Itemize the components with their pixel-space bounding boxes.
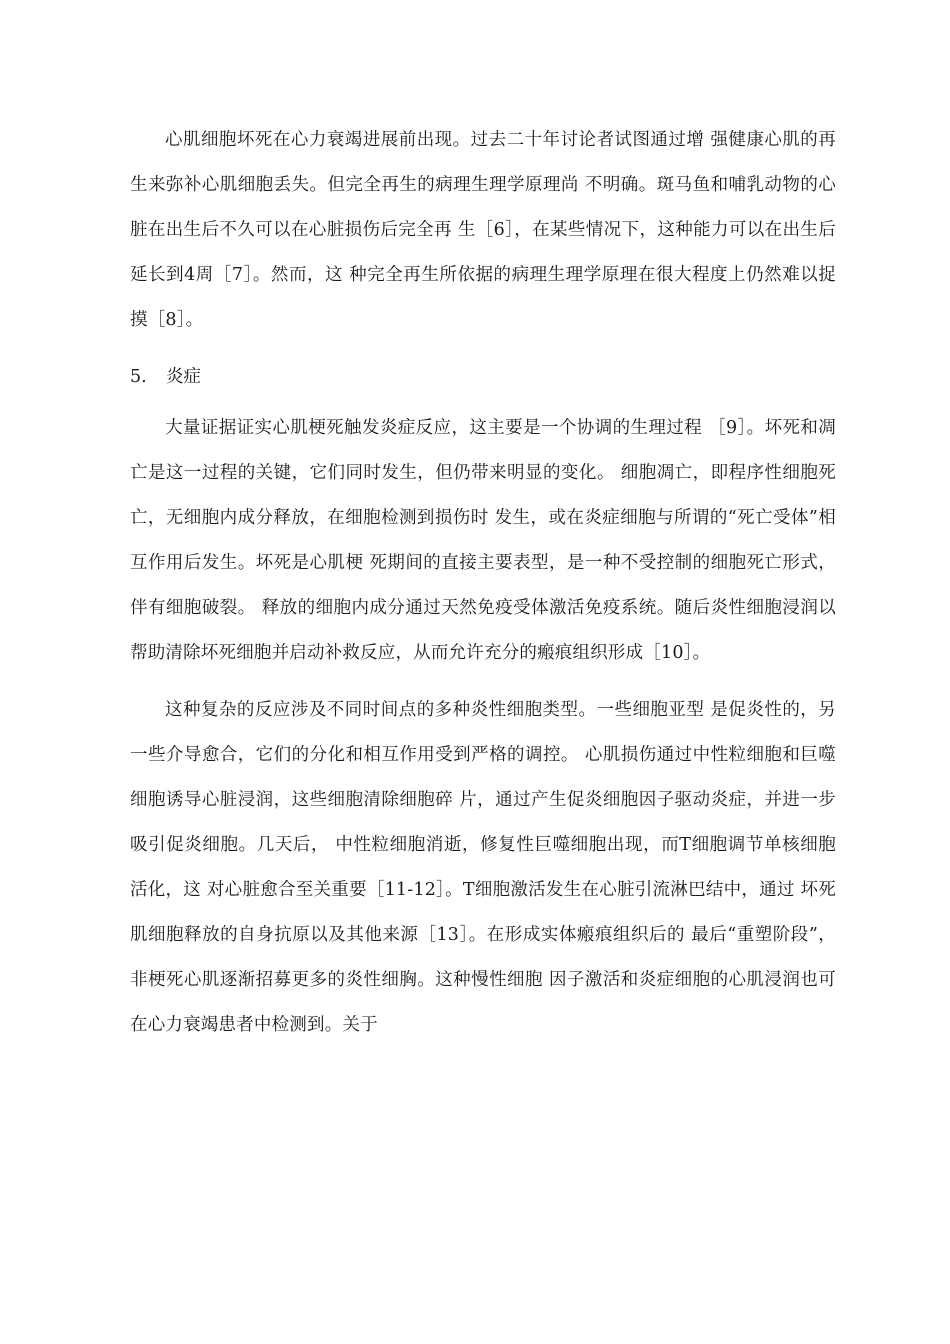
paragraph-inflammatory-cells: 这种复杂的反应涉及不同时间点的多种炎性细胞类型。一些细胞亚型 是促炎性的，另一些介导愈合，它们的分化和相互作用受到严格的调控。 心肌损伤通过中性粒细胞和巨噬细胞诱导心脏浸润，这些细胞清除细胞碎 片，通过产生促炎细胞因子驱动炎症，并进一步吸引促炎细胞。几天后， 中性粒细胞消逝，修复性巨噬细胞出现，而T细胞调节单核细胞活化，这 对心脏愈合至关重要［11-12］。T细胞激活发生在心脏引流淋巴结中，通过 坏死肌细胞释放的自身抗原以及其他来源［13］。在形成实体瘢痕组织后的 最后“重塑阶段”，非梗死心肌逐渐招募更多的炎性细胸。这种慢性细胞 因子激活和炎症细胞的心肌浸润也可在心力衰竭患者中检测到。关于 (130, 700, 836, 1035)
section-heading (130, 355, 836, 400)
paragraph-inflammation-response: 大量证据证实心肌梗死触发炎症反应，这主要是一个协调的生理过程 ［9］。坏死和凋亡是这一过程的关键，它们同时发生，但仍带来明显的变化。 细胞凋亡，即程序性细胞死亡，无细胞内成分释放，在细胞检测到损伤时 发生，或在炎症细胞与所谓的“死亡受体”相互作用后发生。坏死是心肌梗 死期间的直接主要表型，是一种不受控制的细胞死亡形式，伴有细胞破裂。 释放的细胞内成分通过天然免疫受体激活免疫系统。随后炎性细胞浸润以 帮助清除坏死细胞并启动补救反应，从而允许充分的瘢痕组织形成［10］。 (130, 418, 836, 663)
section-number: 5. (130, 367, 147, 387)
document-page (130, 118, 836, 1048)
paragraph-regeneration: 心肌细胞坏死在心力衰竭进展前出现。过去二十年讨论者试图通过增 强健康心肌的再生来弥补心肌细胞丢失。但完全再生的病理生理学原理尚 不明确。斑马鱼和哺乳动物的心脏在出生后不久可以在心脏损伤后完全再 生［6］，在某些情况下，这种能力可以在出生后延长到4周［7］。然而，这 种完全再生所依据的病理生理学原理在很大程度上仍然难以捉摸［8］。 (130, 130, 836, 330)
section-title: 炎症 (166, 367, 201, 387)
